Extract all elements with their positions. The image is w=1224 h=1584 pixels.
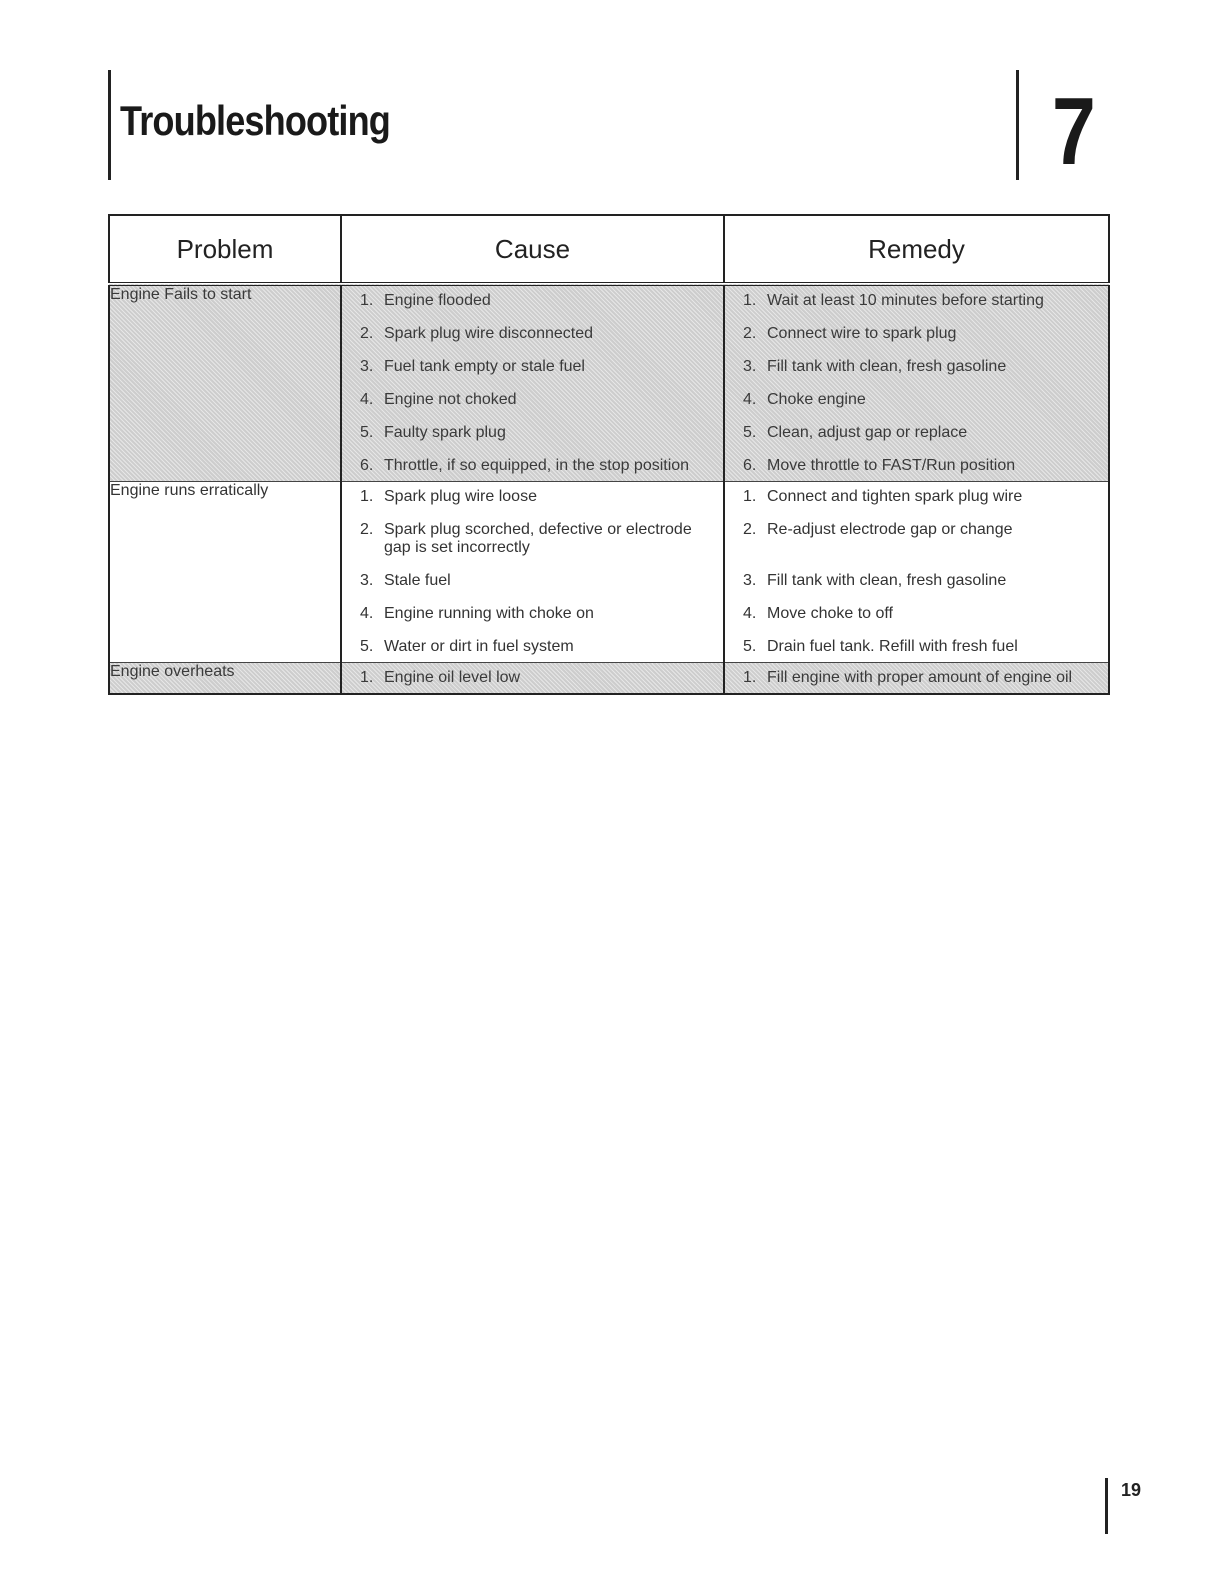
column-header-remedy: Remedy [724, 215, 1109, 284]
item-text: Fill tank with clean, fresh gasoline [767, 358, 1007, 375]
list-item [360, 325, 719, 343]
problem-cell: Engine Fails to start [109, 284, 341, 482]
item-text: Connect wire to spark plug [767, 325, 957, 342]
page-title: Troubleshooting [120, 97, 391, 144]
item-text: Engine running with choke on [384, 605, 594, 622]
problem-cell: Engine runs erratically [109, 482, 341, 663]
chapter-number: 7 [1052, 78, 1096, 185]
list-item [743, 605, 1104, 623]
list-item [743, 669, 1104, 687]
list-item [743, 358, 1104, 376]
list-item [360, 292, 719, 310]
table-row [109, 284, 1109, 482]
list-item [743, 292, 1104, 310]
item-text: Clean, adjust gap or replace [767, 424, 968, 441]
remedy-cell [724, 284, 1109, 482]
chapter-divider [1016, 70, 1019, 180]
list-item [743, 572, 1104, 590]
item-number: 2. [743, 325, 757, 342]
item-text: Throttle, if so equipped, in the stop position [384, 457, 690, 474]
remedy-cell [724, 482, 1109, 663]
item-number: 5. [743, 638, 757, 655]
item-number: 1. [743, 669, 757, 686]
item-text: Engine not choked [384, 391, 517, 408]
item-text: Fill engine with proper amount of engine oil [767, 669, 1073, 686]
table-row [109, 482, 1109, 663]
list-item [360, 638, 719, 656]
item-text: Spark plug scorched, defective or electrode gap is set incorrectly [384, 521, 692, 556]
item-text: Water or dirt in fuel system [384, 638, 574, 655]
item-number: 3. [360, 572, 374, 589]
list-item [360, 391, 719, 409]
cause-list [342, 286, 723, 481]
troubleshooting-table [108, 214, 1110, 695]
list-item [360, 358, 719, 376]
item-number: 1. [743, 292, 757, 309]
table-row [109, 663, 1109, 695]
item-number: 6. [743, 457, 757, 474]
item-number: 5. [360, 638, 374, 655]
item-text: Stale fuel [384, 572, 451, 589]
title-divider [108, 70, 111, 180]
item-number: 3. [360, 358, 374, 375]
list-item [743, 488, 1104, 506]
item-number: 2. [360, 521, 374, 538]
item-number: 5. [360, 424, 374, 441]
list-item [743, 391, 1104, 409]
item-number: 4. [360, 391, 374, 408]
item-number: 1. [743, 488, 757, 505]
table-header-row [109, 215, 1109, 284]
item-text: Spark plug wire loose [384, 488, 537, 505]
list-item [743, 424, 1104, 442]
column-header-cause: Cause [341, 215, 724, 284]
list-item [360, 424, 719, 442]
list-item [360, 488, 719, 506]
item-text: Fuel tank empty or stale fuel [384, 358, 585, 375]
item-number: 1. [360, 669, 374, 686]
item-number: 4. [743, 391, 757, 408]
page-number-divider [1105, 1478, 1108, 1534]
cause-list [342, 663, 723, 693]
item-number: 1. [360, 488, 374, 505]
item-text: Faulty spark plug [384, 424, 506, 441]
item-text: Re-adjust electrode gap or change [767, 521, 1013, 538]
cause-cell [341, 482, 724, 663]
item-number: 3. [743, 358, 757, 375]
item-text: Fill tank with clean, fresh gasoline [767, 572, 1007, 589]
list-item [360, 605, 719, 623]
cause-cell [341, 663, 724, 695]
item-number: 4. [743, 605, 757, 622]
remedy-list [725, 663, 1108, 693]
item-text: Drain fuel tank. Refill with fresh fuel [767, 638, 1018, 655]
item-number: 5. [743, 424, 757, 441]
remedy-list [725, 286, 1108, 481]
item-number: 6. [360, 457, 374, 474]
list-item [743, 457, 1104, 475]
item-text: Move choke to off [767, 605, 893, 622]
problem-cell: Engine overheats [109, 663, 341, 695]
list-item [743, 638, 1104, 656]
list-item [360, 572, 719, 590]
item-number: 4. [360, 605, 374, 622]
item-text: Move throttle to FAST/Run position [767, 457, 1016, 474]
item-number: 2. [360, 325, 374, 342]
remedy-cell [724, 663, 1109, 695]
item-text: Spark plug wire disconnected [384, 325, 594, 342]
list-item [360, 457, 719, 475]
item-number: 2. [743, 521, 757, 538]
column-header-problem: Problem [109, 215, 341, 284]
item-text: Wait at least 10 minutes before starting [767, 292, 1044, 309]
item-number: 3. [743, 572, 757, 589]
remedy-list [725, 482, 1108, 662]
item-text: Engine flooded [384, 292, 491, 309]
item-text: Engine oil level low [384, 669, 521, 686]
list-item [360, 669, 719, 687]
cause-cell [341, 284, 724, 482]
item-text: Choke engine [767, 391, 866, 408]
page-number: 19 [1121, 1480, 1142, 1500]
item-text: Connect and tighten spark plug wire [767, 488, 1023, 505]
list-item [743, 325, 1104, 343]
list-item [743, 521, 1104, 539]
cause-list [342, 482, 723, 662]
item-number: 1. [360, 292, 374, 309]
list-item [360, 521, 719, 557]
